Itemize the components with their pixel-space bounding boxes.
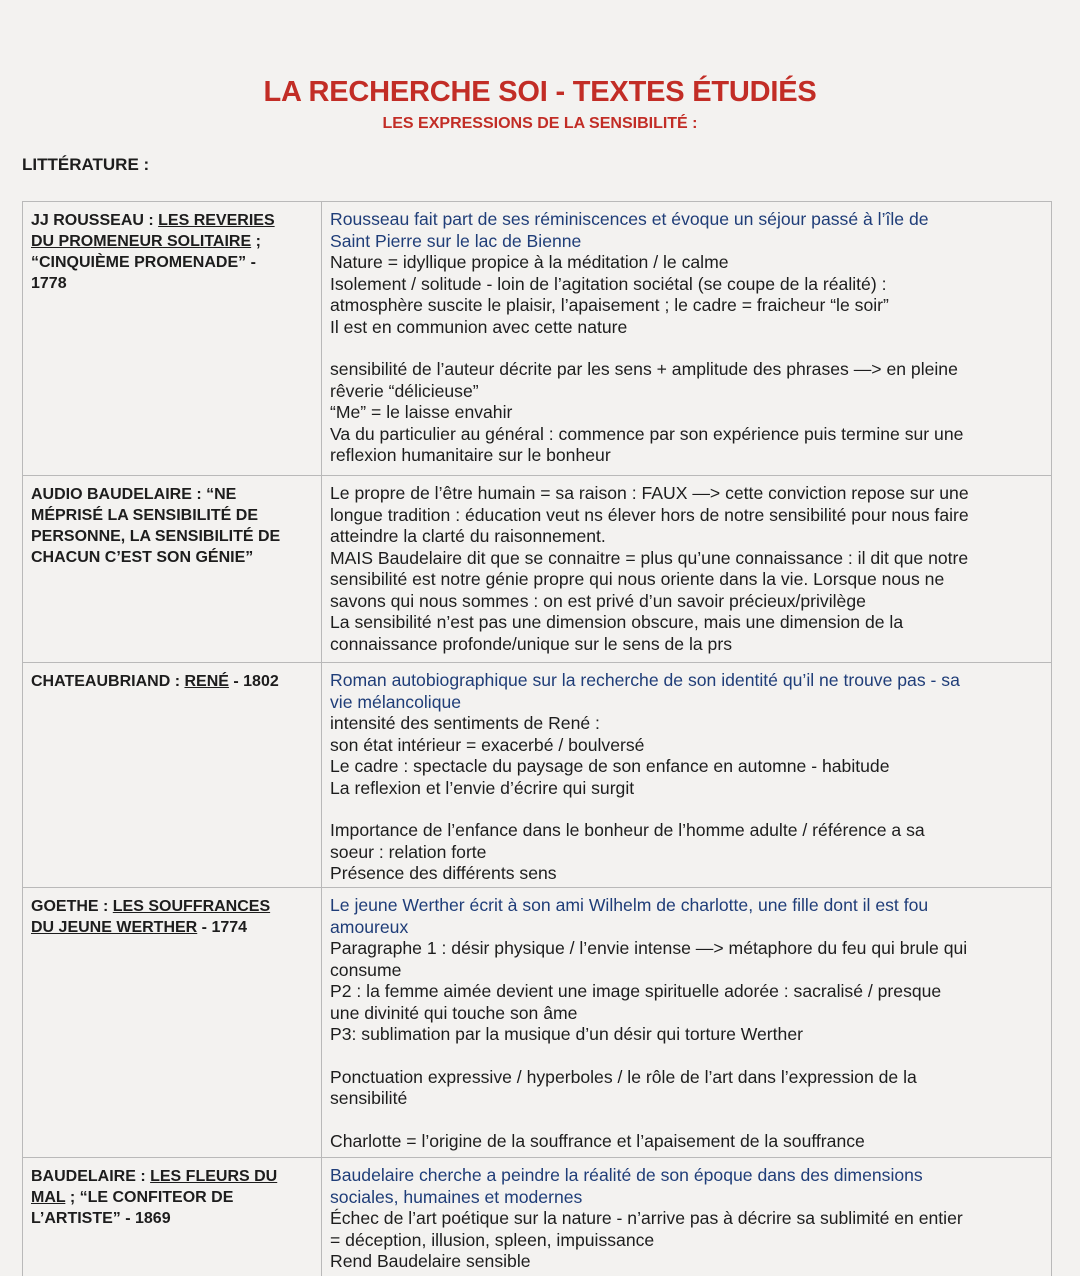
summary-line: sensibilité est notre génie propre qui nous oriente dans la vie. Lorsque nous ne <box>330 569 945 589</box>
summary-line: connaissance profonde/unique sur le sens de la prs <box>330 633 732 654</box>
work-line <box>31 1166 321 1187</box>
summary-line: “Me” = le laisse envahir <box>330 402 513 422</box>
work-author: BAUDELAIRE : <box>31 1168 151 1185</box>
summary-intro: Baudelaire cherche a peindre la réalité de son époque dans des dimensions <box>330 1165 923 1185</box>
work-date: 1778 <box>31 275 67 292</box>
summary-intro: Roman autobiographique sur la recherche de son identité qu’il ne trouve pas - sa <box>330 670 960 690</box>
summary-line: sensibilité <box>330 1088 408 1108</box>
work-title: DU PROMENEUR SOLITAIRE <box>31 233 252 250</box>
summary-line: Présence des différents sens <box>330 863 557 883</box>
work-author: CHATEAUBRIAND : <box>31 673 185 690</box>
work-line <box>31 231 321 252</box>
summary-line: intensité des sentiments de René : <box>330 713 600 733</box>
table-row <box>22 1158 1052 1276</box>
summary-line: sensibilité de l’auteur décrite par les sens + amplitude des phrases —> en pleine <box>330 359 958 379</box>
summary-line: Il est en communion avec cette nature <box>330 316 628 337</box>
page-title: LA RECHERCHE SOI - TEXTES ÉTUDIÉS <box>263 76 817 108</box>
summary-line: son état intérieur = exacerbé / boulversé <box>330 734 645 755</box>
summary-line: Charlotte = l’origine de la souffrance et l’apaisement de la souffrance <box>330 1130 865 1151</box>
summary-line: longue tradition : éducation veut ns élever hors de notre sensibilité pour nous faire <box>330 504 969 525</box>
work-suffix: ; “LE CONFITEOR DE <box>65 1189 234 1206</box>
summary-intro: sociales, humaines et modernes <box>330 1186 583 1207</box>
work-cell <box>23 888 322 1157</box>
summary-cell <box>322 888 1051 1157</box>
work-title: LES REVERIES <box>158 212 275 229</box>
table-row <box>22 888 1052 1158</box>
summary-intro: vie mélancolique <box>330 691 462 712</box>
work-cell <box>23 202 322 475</box>
summary-line: Isolement / solitude - loin de l’agitation sociétal (se coupe de la réalité) : <box>330 273 887 294</box>
summary-line: Le cadre : spectacle du paysage de son enfance en automne - habitude <box>330 756 890 776</box>
work-title: LES SOUFFRANCES <box>112 898 271 915</box>
work-line <box>31 1187 321 1208</box>
table-row <box>22 202 1052 476</box>
summary-line: une divinité qui touche son âme <box>330 1002 578 1023</box>
summary-line: La sensibilité n’est pas une dimension obscure, mais une dimension de la <box>330 612 904 632</box>
summary-cell <box>322 476 1051 662</box>
summary-intro: Le jeune Werther écrit à son ami Wilhelm de charlotte, une fille dont il est fou <box>330 895 929 915</box>
work-line: MÉPRISÉ LA SENSIBILITÉ DE <box>31 507 258 524</box>
summary-line: savons qui nous sommes : on est privé d’un savoir précieux/privilège <box>330 590 866 611</box>
table-row <box>22 663 1052 888</box>
work-cell <box>23 663 322 887</box>
summary-cell <box>322 202 1051 475</box>
page-subtitle: LES EXPRESSIONS DE LA SENSIBILITÉ : <box>382 115 698 132</box>
work-line: AUDIO BAUDELAIRE : “NE <box>31 486 237 503</box>
work-date: L’ARTISTE” - 1869 <box>31 1210 171 1227</box>
summary-line: Rend Baudelaire sensible <box>330 1251 531 1271</box>
summary-line: atteindre la clarté du raisonnement. <box>330 526 606 546</box>
summary-intro: Rousseau fait part de ses réminiscences et évoque un séjour passé à l’île de <box>330 209 929 229</box>
texts-table <box>22 201 1052 1276</box>
work-date: - 1774 <box>197 919 248 936</box>
summary-intro: amoureux <box>330 916 409 937</box>
summary-cell <box>322 1158 1051 1276</box>
work-line <box>31 671 321 692</box>
summary-line: = déception, illusion, spleen, impuissance <box>330 1229 655 1250</box>
summary-line: rêverie “délicieuse” <box>330 380 479 401</box>
summary-line: Nature = idyllique propice à la méditation / le calme <box>330 252 729 272</box>
summary-line: consume <box>330 959 402 980</box>
section-label: LITTÉRATURE : <box>22 155 150 174</box>
work-line <box>31 917 321 938</box>
work-line: PERSONNE, LA SENSIBILITÉ DE <box>31 528 281 545</box>
summary-line: La reflexion et l’envie d’écrire qui surgit <box>330 777 635 798</box>
work-title: MAL <box>31 1189 66 1206</box>
summary-line: atmosphère suscite le plaisir, l’apaisement ; le cadre = fraicheur “le soir” <box>330 295 889 315</box>
work-line: CHACUN C’EST SON GÉNIE” <box>31 549 254 566</box>
work-suffix: ; <box>251 233 261 250</box>
summary-line: MAIS Baudelaire dit que se connaitre = plus qu’une connaissance : il dit que notre <box>330 547 969 568</box>
summary-line: Ponctuation expressive / hyperboles / le rôle de l’art dans l’expression de la <box>330 1066 917 1087</box>
work-title: RENÉ <box>184 673 229 690</box>
work-author: JJ ROUSSEAU : <box>31 212 159 229</box>
summary-line: reflexion humanitaire sur le bonheur <box>330 445 611 465</box>
summary-line: Va du particulier au général : commence par son expérience puis termine sur une <box>330 423 964 444</box>
work-title: LES FLEURS DU <box>150 1168 278 1185</box>
work-date: - 1802 <box>228 673 279 690</box>
summary-line: P3: sublimation par la musique d’un désir qui torture Werther <box>330 1024 803 1044</box>
summary-line: Paragraphe 1 : désir physique / l’envie intense —> métaphore du feu qui brule qui <box>330 938 968 958</box>
summary-line: soeur : relation forte <box>330 841 487 862</box>
work-cell <box>23 476 322 662</box>
table-row <box>22 476 1052 663</box>
work-cell <box>23 1158 322 1276</box>
summary-intro: Saint Pierre sur le lac de Bienne <box>330 230 582 251</box>
work-line <box>31 896 321 917</box>
work-line <box>31 210 321 231</box>
summary-line: Importance de l’enfance dans le bonheur de l’homme adulte / référence a sa <box>330 820 925 840</box>
work-line: “CINQUIÈME PROMENADE” - <box>31 254 256 271</box>
summary-line: Le propre de l’être humain = sa raison : FAUX —> cette conviction repose sur une <box>330 483 969 503</box>
work-author: GOETHE : <box>31 898 113 915</box>
work-title: DU JEUNE WERTHER <box>31 919 198 936</box>
summary-cell <box>322 663 1051 887</box>
summary-line: Échec de l’art poétique sur la nature - n’arrive pas à décrire sa sublimité en entier <box>330 1208 963 1228</box>
summary-line: P2 : la femme aimée devient une image spirituelle adorée : sacralisé / presque <box>330 981 942 1001</box>
